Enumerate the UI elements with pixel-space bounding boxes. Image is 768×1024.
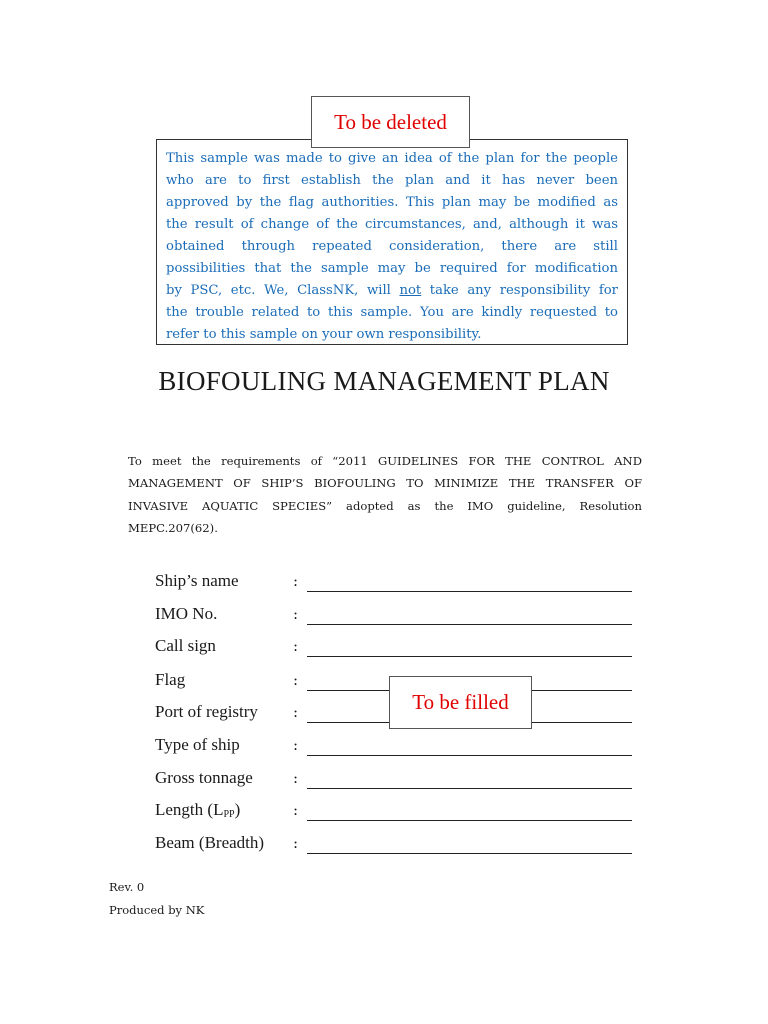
intro-line: MANAGEMENT OF SHIP’S BIOFOULING TO MINIMIZE THE TRANSFER OF [128,476,642,491]
to-be-filled-tag: To be filled [389,676,532,729]
document-title: BIOFOULING MANAGEMENT PLAN [158,366,610,396]
field-ship-name [155,571,635,601]
field-type-of-ship [155,735,635,765]
intro-paragraph [128,450,642,539]
disclaimer-notice-box [156,139,628,345]
notice-line-classnk [166,280,618,302]
to-be-deleted-tag: To be deleted [311,96,470,148]
ship-name-blank-line[interactable] [307,591,632,592]
field-label: Beam (Breadth) [155,833,265,852]
type-of-ship-blank-line[interactable] [307,755,632,756]
gross-tonnage-blank-line[interactable] [307,788,632,789]
notice-line: approved by the flag authorities. This plan may be modified as [166,195,618,210]
field-colon: : [293,834,299,852]
length-label-suffix: ) [234,800,241,819]
field-gross-tonnage [155,768,635,798]
produced-by-label: Produced by NK [109,903,205,917]
field-label: Call sign [155,636,216,655]
field-call-sign [155,636,635,666]
field-colon: : [293,637,299,655]
field-label: Ship’s name [155,571,239,590]
field-colon: : [293,801,299,819]
notice-line: the result of change of the circumstances, and, although it was [166,217,618,232]
call-sign-blank-line[interactable] [307,656,632,657]
field-label: Type of ship [155,735,240,754]
length-label-subscript: PP [223,809,235,820]
field-label: IMO No. [155,604,218,623]
field-beam [155,833,635,863]
field-length [155,800,635,830]
field-label: Gross tonnage [155,768,253,787]
notice-line-part: by PSC, etc. We, ClassNK, will [166,283,400,298]
field-label: Port of registry [155,702,258,721]
length-blank-line[interactable] [307,820,632,821]
field-imo-no [155,604,635,634]
notice-line: obtained through repeated consideration, there are still [166,239,618,254]
notice-line: possibilities that the sample may be required for modification [166,261,618,276]
notice-line: the trouble related to this sample. You are kindly requested to [166,305,618,320]
field-colon: : [293,769,299,787]
field-colon: : [293,703,299,721]
notice-line-part: take any responsibility for [421,283,618,298]
field-label [155,800,240,825]
notice-line: who are to first establish the plan and it has never been [166,173,618,188]
field-colon: : [293,605,299,623]
length-label-prefix: Length (L [155,800,224,819]
notice-line: This sample was made to give an idea of the plan for the people [166,151,618,166]
field-colon: : [293,572,299,590]
beam-blank-line[interactable] [307,853,632,854]
field-colon: : [293,671,299,689]
field-colon: : [293,736,299,754]
intro-line: To meet the requirements of “2011 GUIDELINES FOR THE CONTROL AND [128,454,642,468]
revision-label: Rev. 0 [109,880,145,894]
field-label: Flag [155,670,186,689]
intro-line: MEPC.207(62). [128,520,218,535]
notice-emphasis-not: not [399,283,422,298]
notice-line: refer to this sample on your own responsibility. [166,327,482,342]
imo-no-blank-line[interactable] [307,624,632,625]
intro-line: INVASIVE AQUATIC SPECIES” adopted as the IMO guideline, Resolution [128,498,642,513]
